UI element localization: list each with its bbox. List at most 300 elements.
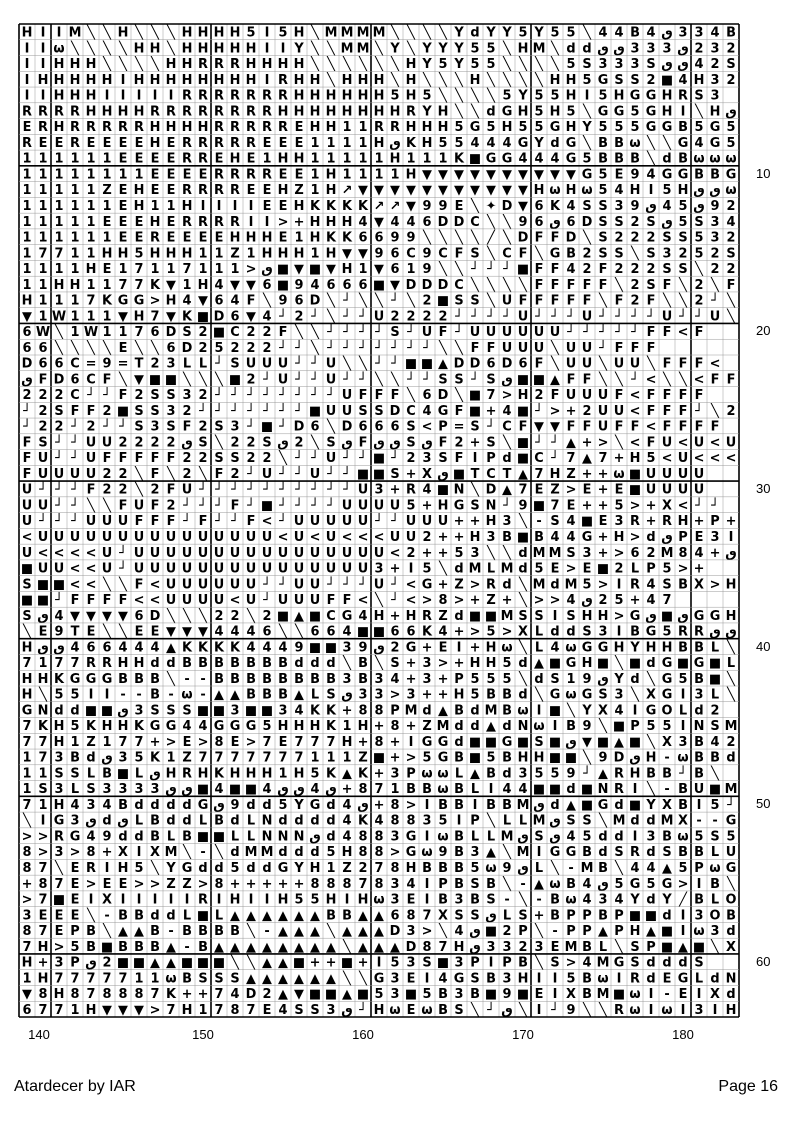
- stitch-symbol: T: [70, 624, 80, 640]
- stitch-symbol: 7: [262, 734, 272, 750]
- stitch-symbol: 5: [678, 671, 688, 687]
- stitch-symbol: ╲: [599, 356, 607, 372]
- stitch-symbol: B: [214, 671, 224, 687]
- stitch-symbol: G: [709, 120, 721, 136]
- stitch-symbol: Z: [230, 246, 240, 262]
- stitch-symbol: +: [245, 876, 257, 892]
- stitch-symbol: ■: [196, 908, 210, 924]
- stitch-symbol: ╲: [167, 671, 175, 687]
- stitch-symbol: 3: [166, 356, 176, 372]
- stitch-symbol: 8: [230, 1002, 240, 1018]
- stitch-symbol: I: [680, 719, 686, 735]
- stitch-symbol: I: [424, 971, 430, 987]
- stitch-symbol: ▼: [182, 624, 192, 640]
- stitch-symbol: ╲: [519, 671, 527, 687]
- stitch-symbol: 8: [390, 813, 400, 829]
- stitch-symbol: H: [565, 120, 577, 136]
- stitch-symbol: 1: [38, 656, 48, 672]
- stitch-symbol: 5: [630, 120, 640, 136]
- stitch-symbol: +: [405, 671, 417, 687]
- stitch-symbol: H: [405, 88, 417, 104]
- stitch-symbol: L: [726, 656, 736, 672]
- stitch-symbol: ╲: [407, 25, 415, 41]
- stitch-symbol: N: [693, 719, 705, 735]
- stitch-symbol: 2: [646, 230, 656, 246]
- stitch-symbol: ╲: [23, 624, 31, 640]
- stitch-symbol: 1: [38, 167, 48, 183]
- stitch-symbol: ٯ: [677, 41, 689, 57]
- stitch-symbol: M: [564, 939, 578, 955]
- stitch-symbol: U: [341, 498, 353, 514]
- stitch-symbol: R: [230, 57, 240, 73]
- stitch-symbol: ■: [644, 908, 658, 924]
- stitch-symbol: F: [134, 451, 144, 467]
- stitch-symbol: ▲: [278, 908, 288, 924]
- stitch-symbol: 2: [230, 340, 240, 356]
- stitch-symbol: U: [677, 482, 689, 498]
- stitch-symbol: E: [214, 230, 224, 246]
- stitch-symbol: H: [629, 766, 641, 782]
- stitch-symbol: 1: [230, 262, 240, 278]
- stitch-symbol: B: [678, 845, 688, 861]
- stitch-symbol: ┘: [279, 388, 287, 404]
- stitch-symbol: 5: [598, 167, 608, 183]
- stitch-symbol: S: [150, 388, 160, 404]
- stitch-symbol: ٯ: [85, 955, 97, 971]
- stitch-symbol: ╲: [583, 750, 591, 766]
- stitch-symbol: ╲: [695, 104, 703, 120]
- stitch-symbol: 5: [534, 120, 544, 136]
- stitch-symbol: L: [214, 908, 224, 924]
- stitch-symbol: ▼: [134, 1002, 144, 1018]
- stitch-symbol: R: [86, 656, 96, 672]
- stitch-symbol: R: [230, 183, 240, 199]
- stitch-symbol: F: [102, 451, 112, 467]
- stitch-symbol: S: [470, 246, 480, 262]
- stitch-symbol: ╲: [71, 41, 79, 57]
- stitch-symbol: Y: [438, 41, 448, 57]
- stitch-symbol: D: [613, 750, 625, 766]
- stitch-symbol: ╲: [567, 703, 575, 719]
- stitch-symbol: 2: [198, 419, 208, 435]
- stitch-symbol: ■: [308, 403, 322, 419]
- stitch-symbol: >: [37, 845, 49, 861]
- stitch-symbol: K: [213, 766, 225, 782]
- stitch-symbol: ٯ: [581, 593, 593, 609]
- stitch-symbol: H: [373, 72, 385, 88]
- stitch-symbol: 1: [86, 230, 96, 246]
- stitch-symbol: 8: [438, 593, 448, 609]
- stitch-symbol: d: [310, 656, 320, 672]
- stitch-symbol: G: [613, 104, 625, 120]
- stitch-symbol: ■: [100, 939, 114, 955]
- stitch-symbol: G: [277, 860, 289, 876]
- stitch-symbol: 5: [422, 987, 432, 1003]
- stitch-symbol: B: [582, 971, 592, 987]
- stitch-symbol: ╲: [471, 230, 479, 246]
- stitch-symbol: L: [198, 813, 208, 829]
- stitch-symbol: 8: [678, 545, 688, 561]
- stitch-symbol: D: [501, 198, 513, 214]
- stitch-symbol: ┘: [567, 325, 575, 341]
- stitch-symbol: H: [469, 529, 481, 545]
- stitch-symbol: -: [136, 687, 142, 703]
- stitch-symbol: d: [726, 924, 736, 940]
- stitch-symbol: 3: [646, 41, 656, 57]
- stitch-symbol: R: [214, 120, 224, 136]
- stitch-symbol: R: [390, 120, 400, 136]
- stitch-symbol: U: [501, 340, 513, 356]
- stitch-symbol: B: [694, 750, 704, 766]
- stitch-symbol: E: [198, 167, 208, 183]
- stitch-symbol: H: [405, 860, 417, 876]
- stitch-symbol: 4: [550, 529, 560, 545]
- stitch-symbol: ▼: [134, 372, 144, 388]
- stitch-symbol: 1: [374, 151, 384, 167]
- stitch-symbol: 1: [86, 183, 96, 199]
- stitch-symbol: H: [53, 797, 65, 813]
- stitch-symbol: 9: [54, 624, 64, 640]
- stitch-symbol: F: [646, 403, 656, 419]
- stitch-symbol: 3: [406, 924, 416, 940]
- stitch-symbol: <: [389, 545, 401, 561]
- stitch-symbol: B: [486, 876, 496, 892]
- stitch-symbol: U: [165, 561, 177, 577]
- stitch-symbol: B: [150, 671, 160, 687]
- stitch-symbol: U: [245, 529, 257, 545]
- stitch-symbol: ╲: [503, 277, 511, 293]
- stitch-symbol: ٯ: [117, 703, 129, 719]
- stitch-symbol: ╲: [327, 57, 335, 73]
- stitch-symbol: H: [357, 104, 369, 120]
- stitch-symbol: 1: [326, 135, 336, 151]
- stitch-symbol: E: [150, 151, 160, 167]
- stitch-symbol: ╲: [503, 845, 511, 861]
- stitch-symbol: B: [694, 766, 704, 782]
- stitch-symbol: ┘: [375, 514, 383, 530]
- stitch-symbol: ╲: [311, 41, 319, 57]
- stitch-symbol: H: [53, 719, 65, 735]
- stitch-symbol: S: [262, 435, 272, 451]
- stitch-symbol: ■: [612, 987, 626, 1003]
- stitch-symbol: B: [694, 734, 704, 750]
- stitch-symbol: B: [150, 687, 160, 703]
- stitch-symbol: 2: [582, 246, 592, 262]
- stitch-symbol: d: [422, 703, 432, 719]
- stitch-symbol: 2: [726, 72, 736, 88]
- stitch-symbol: ω: [565, 640, 577, 656]
- stitch-symbol: H: [21, 293, 33, 309]
- stitch-symbol: U: [261, 529, 273, 545]
- stitch-symbol: 3: [422, 813, 432, 829]
- stitch-symbol: H: [565, 72, 577, 88]
- stitch-symbol: ╲: [551, 340, 559, 356]
- stitch-symbol: 1: [278, 766, 288, 782]
- stitch-symbol: E: [70, 876, 80, 892]
- stitch-symbol: 7: [22, 734, 32, 750]
- stitch-symbol: E: [278, 135, 288, 151]
- stitch-symbol: +: [485, 403, 497, 419]
- stitch-symbol: G: [485, 151, 497, 167]
- stitch-symbol: ╲: [295, 624, 303, 640]
- stitch-symbol: ▼: [358, 183, 368, 199]
- column-number: 180: [672, 1027, 694, 1042]
- stitch-symbol: ■: [116, 403, 130, 419]
- stitch-symbol: ٯ: [373, 435, 385, 451]
- stitch-symbol: ▼: [486, 167, 496, 183]
- stitch-symbol: >: [565, 955, 577, 971]
- stitch-symbol: ╲: [375, 293, 383, 309]
- stitch-symbol: ┘: [391, 451, 399, 467]
- stitch-symbol: 1: [70, 198, 80, 214]
- stitch-symbol: =: [453, 419, 465, 435]
- stitch-symbol: B: [438, 1002, 448, 1018]
- stitch-symbol: 8: [390, 797, 400, 813]
- stitch-symbol: R: [262, 167, 272, 183]
- stitch-symbol: 1: [22, 262, 32, 278]
- stitch-symbol: I: [616, 971, 622, 987]
- stitch-symbol: 6: [518, 356, 528, 372]
- stitch-symbol: ╲: [727, 876, 735, 892]
- stitch-symbol: Y: [454, 25, 464, 41]
- stitch-symbol: ٯ: [533, 797, 545, 813]
- stitch-symbol: U: [581, 356, 593, 372]
- stitch-symbol: 6: [102, 640, 112, 656]
- stitch-symbol: >: [405, 750, 417, 766]
- stitch-symbol: F: [118, 498, 128, 514]
- stitch-symbol: G: [437, 403, 449, 419]
- stitch-symbol: 7: [438, 939, 448, 955]
- stitch-symbol: H: [293, 88, 305, 104]
- stitch-symbol: d: [502, 766, 512, 782]
- stitch-symbol: H: [197, 277, 209, 293]
- stitch-symbol: R: [198, 57, 208, 73]
- stitch-symbol: 1: [310, 246, 320, 262]
- stitch-symbol: ╲: [519, 72, 527, 88]
- stitch-symbol: B: [582, 845, 592, 861]
- stitch-symbol: 3: [614, 198, 624, 214]
- stitch-symbol: 8: [38, 987, 48, 1003]
- stitch-symbol: ■: [228, 782, 242, 798]
- stitch-symbol: S: [454, 372, 464, 388]
- stitch-symbol: 4: [550, 151, 560, 167]
- stitch-symbol: S: [54, 766, 64, 782]
- stitch-symbol: H: [373, 135, 385, 151]
- stitch-symbol: ╲: [103, 340, 111, 356]
- stitch-symbol: ┘: [119, 545, 127, 561]
- stitch-symbol: B: [502, 687, 512, 703]
- stitch-symbol: M: [596, 987, 610, 1003]
- stitch-symbol: S: [566, 608, 576, 624]
- stitch-symbol: Y: [294, 860, 304, 876]
- stitch-symbol: -: [200, 671, 206, 687]
- stitch-symbol: H: [133, 309, 145, 325]
- stitch-symbol: +: [581, 435, 593, 451]
- stitch-symbol: 3: [342, 640, 352, 656]
- stitch-symbol: 1: [70, 151, 80, 167]
- stitch-symbol: M: [260, 845, 274, 861]
- stitch-symbol: 1: [86, 151, 96, 167]
- stitch-symbol: H: [261, 766, 273, 782]
- stitch-symbol: 3: [470, 845, 480, 861]
- stitch-symbol: E: [198, 230, 208, 246]
- stitch-symbol: ▼: [358, 246, 368, 262]
- stitch-symbol: d: [646, 892, 656, 908]
- stitch-symbol: U: [597, 419, 609, 435]
- stitch-symbol: M: [404, 703, 418, 719]
- stitch-symbol: <: [69, 561, 81, 577]
- stitch-symbol: ▲: [358, 924, 368, 940]
- stitch-symbol: H: [421, 120, 433, 136]
- stitch-symbol: ╲: [423, 72, 431, 88]
- stitch-symbol: >: [677, 561, 689, 577]
- stitch-symbol: U: [261, 561, 273, 577]
- stitch-symbol: D: [341, 419, 353, 435]
- stitch-symbol: 5: [646, 719, 656, 735]
- stitch-symbol: ╲: [311, 435, 319, 451]
- stitch-symbol: ▼: [294, 262, 304, 278]
- stitch-symbol: <: [53, 545, 65, 561]
- stitch-symbol: 5: [134, 860, 144, 876]
- stitch-symbol: d: [646, 529, 656, 545]
- stitch-symbol: ■: [308, 608, 322, 624]
- stitch-symbol: ■: [516, 435, 530, 451]
- stitch-symbol: D: [581, 214, 593, 230]
- stitch-symbol: 7: [38, 750, 48, 766]
- stitch-symbol: 1: [70, 262, 80, 278]
- stitch-symbol: ┘: [55, 451, 63, 467]
- stitch-symbol: ▲: [278, 924, 288, 940]
- stitch-symbol: G: [117, 293, 129, 309]
- stitch-symbol: ■: [196, 703, 210, 719]
- stitch-symbol: ▼: [502, 183, 512, 199]
- stitch-symbol: ▼: [406, 198, 416, 214]
- stitch-symbol: 8: [374, 703, 384, 719]
- stitch-symbol: ٯ: [485, 908, 497, 924]
- stitch-symbol: U: [21, 545, 33, 561]
- stitch-symbol: B: [310, 671, 320, 687]
- stitch-symbol: +: [437, 577, 449, 593]
- stitch-symbol: 6: [134, 608, 144, 624]
- stitch-symbol: H: [405, 72, 417, 88]
- stitch-symbol: U: [213, 561, 225, 577]
- stitch-symbol: +: [453, 514, 465, 530]
- stitch-symbol: ▼: [118, 608, 128, 624]
- stitch-symbol: ▼: [454, 167, 464, 183]
- stitch-symbol: I: [648, 183, 654, 199]
- stitch-symbol: E: [246, 151, 256, 167]
- stitch-symbol: 6: [390, 908, 400, 924]
- stitch-symbol: E: [134, 135, 144, 151]
- stitch-symbol: 5: [390, 88, 400, 104]
- stitch-symbol: H: [677, 514, 689, 530]
- stitch-symbol: ┘: [199, 482, 207, 498]
- stitch-symbol: ┘: [279, 514, 287, 530]
- stitch-symbol: H: [325, 214, 337, 230]
- stitch-symbol: H: [181, 41, 193, 57]
- stitch-symbol: R: [630, 514, 640, 530]
- stitch-symbol: ╲: [727, 293, 735, 309]
- stitch-symbol: ■: [324, 640, 338, 656]
- stitch-symbol: S: [438, 451, 448, 467]
- stitch-symbol: D: [405, 939, 417, 955]
- stitch-symbol: H: [277, 892, 289, 908]
- stitch-symbol: ■: [580, 514, 594, 530]
- stitch-symbol: 3: [422, 671, 432, 687]
- stitch-symbol: ╲: [391, 72, 399, 88]
- stitch-symbol: 1: [342, 151, 352, 167]
- stitch-symbol: ↗: [389, 198, 401, 214]
- stitch-symbol: 4: [182, 293, 192, 309]
- stitch-symbol: 9: [102, 356, 112, 372]
- stitch-symbol: +: [341, 703, 353, 719]
- stitch-symbol: F: [614, 388, 624, 404]
- stitch-symbol: 7: [262, 750, 272, 766]
- stitch-symbol: S: [678, 230, 688, 246]
- stitch-symbol: ■: [164, 372, 178, 388]
- stitch-symbol: 5: [438, 813, 448, 829]
- stitch-symbol: G: [597, 797, 609, 813]
- stitch-symbol: Y: [422, 41, 432, 57]
- stitch-symbol: ╲: [71, 340, 79, 356]
- stitch-symbol: I: [552, 719, 558, 735]
- stitch-symbol: P: [614, 924, 624, 940]
- stitch-symbol: ┘: [695, 309, 703, 325]
- stitch-symbol: ω: [677, 829, 689, 845]
- stitch-symbol: P: [406, 766, 416, 782]
- stitch-symbol: 3: [54, 782, 64, 798]
- stitch-symbol: H: [85, 1002, 97, 1018]
- stitch-symbol: ╲: [247, 924, 255, 940]
- stitch-symbol: 6: [390, 419, 400, 435]
- stitch-symbol: d: [662, 955, 672, 971]
- stitch-symbol: 7: [150, 309, 160, 325]
- stitch-symbol: 2: [38, 388, 48, 404]
- stitch-symbol: 2: [118, 466, 128, 482]
- stitch-symbol: 9: [230, 797, 240, 813]
- stitch-symbol: ▼: [230, 277, 240, 293]
- stitch-symbol: P: [454, 671, 464, 687]
- stitch-symbol: R: [150, 230, 160, 246]
- stitch-symbol: R: [214, 167, 224, 183]
- stitch-symbol: S: [614, 246, 624, 262]
- stitch-symbol: 5: [534, 766, 544, 782]
- stitch-symbol: d: [326, 829, 336, 845]
- column-number: 160: [352, 1027, 374, 1042]
- stitch-symbol: P: [710, 514, 720, 530]
- stitch-symbol: ■: [628, 656, 642, 672]
- stitch-symbol: ┘: [711, 498, 719, 514]
- stitch-symbol: R: [22, 135, 32, 151]
- stitch-symbol: Y: [502, 25, 512, 41]
- stitch-symbol: ╲: [455, 88, 463, 104]
- stitch-symbol: ┘: [103, 419, 111, 435]
- stitch-symbol: ω: [389, 1002, 401, 1018]
- stitch-symbol: B: [230, 656, 240, 672]
- stitch-symbol: H: [293, 246, 305, 262]
- stitch-symbol: 5: [678, 214, 688, 230]
- stitch-symbol: >: [453, 593, 465, 609]
- stitch-symbol: B: [486, 797, 496, 813]
- stitch-symbol: 5: [422, 750, 432, 766]
- stitch-symbol: 5: [614, 120, 624, 136]
- stitch-symbol: 7: [38, 860, 48, 876]
- stitch-symbol: F: [598, 277, 608, 293]
- stitch-symbol: H: [149, 246, 161, 262]
- stitch-symbol: 7: [182, 262, 192, 278]
- stitch-symbol: ■: [372, 451, 386, 467]
- stitch-symbol: B: [646, 766, 656, 782]
